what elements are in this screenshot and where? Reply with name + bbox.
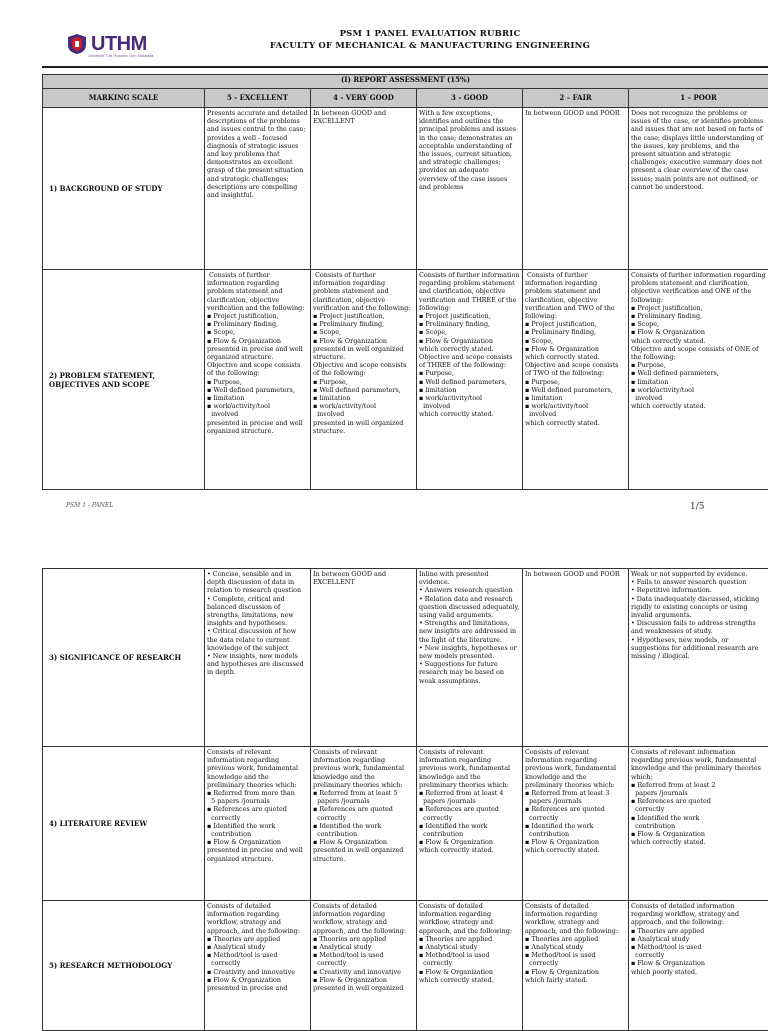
logo-text: UTHM [91,33,147,56]
cell-methodology-poor: Consists of detailed information regarding workflow, strategy and approach, and the following: ▪ Theories are applied ▪ Analytical study ▪ Method/tool is used correctly ▪ Flow & Organization which poorly stated. [629,901,768,1031]
cell-literature-fair: Consists of relevant information regarding previous work, fundamental knowledge and the preliminary theories which: ▪ Referred from at least 3 papers /journals ▪ References are quoted correctly ▪ Identified the work contribution ▪ Flow & Organization which correctly stated. [523,747,629,901]
page-number: 1/5 [690,502,704,512]
cell-significance-excellent: • Concise, sensible and in depth discussion of data in relation to research question • Complete, critical and balanced discussion of strengths, limitations, new insights and hypotheses. • Critical discussion of how the data relate to current knowledge of the subject • New insights, new models and hypotheses are discussed in depth. [205,569,311,747]
cell-methodology-fair: Consists of detailed information regarding workflow, strategy and approach, and the following: ▪ Theories are applied ▪ Analytical study ▪ Method/tool is used correctly ▪ Flow & Organization which fairly stated. [523,901,629,1031]
cell-background-good: With a few exceptions, identifies and outlines the principal problems and issues in the case; demonstrates an acceptable understanding of the issues, current situation, and strategic challenges; provides an adequate overview of the case issues and problems [417,108,523,270]
criterion-literature-review: 4) LITERATURE REVIEW [43,747,205,901]
criterion-background: 1) BACKGROUND OF STUDY [43,108,205,270]
uthm-crest-icon [66,33,88,55]
cell-methodology-good: Consists of detailed information regarding workflow, strategy and approach, and the following: ▪ Theories are applied ▪ Analytical study ▪ Method/tool is used correctly ▪ Flow & Organization which correctly stated. [417,901,523,1031]
col-poor: 1 – POOR [629,89,768,108]
rubric-table-page-2 [42,568,768,1031]
cell-methodology-excellent: Consists of detailed information regarding workflow, strategy and approach, and the following: ▪ Theories are applied ▪ Analytical study ▪ Method/tool is used correctly ▪ Creativity and innovative ▪ Flow & Organization presented in precise and [205,901,311,1031]
title-line-1: PSM 1 PANEL EVALUATION RUBRIC [180,28,680,40]
cell-problem-excellent: Consists of further information regarding problem statement and clarification, objective verification and the following: ▪ Project justification, ▪ Preliminary finding, ▪ Scope, ▪ Flow & Organization presented in precise and well organized structure. Objective and scope consists of the following: ▪ Purpose, ▪ Well defined parameters, ▪ limitation ▪ work/activity/tool involved presented in precise and well organized structure. [205,270,311,490]
cell-background-poor: Does not recognize the problems or issues of the case, or identifies problems and issues that are not based on facts of the case; displays little understanding of the issues, key problems, and the present situation and strategic challenges; executive summary does not present a clear overview of the case issues; main points are not outlined, or cannot be understood. [629,108,768,270]
footer-label: PSM 1 - PANEL [66,502,113,509]
criterion-significance: 3) SIGNIFICANCE OF RESEARCH [43,569,205,747]
table-row [43,901,768,1031]
cell-problem-very-good: Consists of further information regarding problem statement and clarification, objective verification and the following: ▪ Project justification, ▪ Preliminary finding, ▪ Scope, ▪ Flow & Organization presented in well organized structure. Objective and scope consists of the following: ▪ Purpose, ▪ Well defined parameters, ▪ limitation ▪ work/activity/tool involved presented in well organized structure. [311,270,417,490]
col-marking-scale: MARKING SCALE [43,89,205,108]
cell-significance-fair: In between GOOD and POOR [523,569,629,747]
cell-literature-good: Consists of relevant information regarding previous work, fundamental knowledge and the preliminary theories which: ▪ Referred from at least 4 papers /journals ▪ References are quoted correctly ▪ Identified the work contribution ▪ Flow & Organization which correctly stated. [417,747,523,901]
table-row [43,569,768,747]
cell-background-excellent: Presents accurate and detailed descriptions of the problems and issues central to the case; provides a well - focused diagnosis of strategic issues and key problems that demonstrates an excellent grasp of the present situation and strategic challenges; descriptions are compelling and insightful. [205,108,311,270]
logo-subtitle: Universiti Tun Hussein Onn Malaysia [88,53,153,58]
page-header [0,0,768,70]
document-title [180,28,680,52]
cell-problem-fair: Consists of further information regarding problem statement and clarification, objective verification and TWO of the following: ▪ Project justification, ▪ Preliminary finding, ▪ Scope, ▪ Flow & Organization which correctly stated. Objective and scope consists of TWO of the following: ▪ Purpose, ▪ Well defined parameters, ▪ limitation ▪ work/activity/tool involved which correctly stated. [523,270,629,490]
title-line-2: FACULTY OF MECHANICAL & MANUFACTURING ENGINEERING [180,40,680,52]
cell-literature-very-good: Consists of relevant information regarding previous work, fundamental knowledge and the preliminary theories which: ▪ Referred from at least 5 papers /journals ▪ References are quoted correctly ▪ Identified the work contribution ▪ Flow & Organization presented in well organized structure. [311,747,417,901]
cell-significance-very-good: In between GOOD and EXCELLENT [311,569,417,747]
header-divider [42,66,768,68]
cell-significance-good: Inline with presented evidence. • Answers research question • Relation data and research question discussed adequately, using valid arguments. • Strengths and limitations, new insights are addressed in the light of the literature. • New insights, hypotheses or new models presented. • Suggestions for future research may be based on weak assumptions. [417,569,523,747]
column-header-row [43,89,768,108]
col-good: 3 - GOOD [417,89,523,108]
rubric-table-page-1 [42,74,768,490]
col-excellent: 5 - EXCELLENT [205,89,311,108]
table-row [43,108,768,270]
col-very-good: 4 - VERY GOOD [311,89,417,108]
cell-methodology-very-good: Consists of detailed information regarding workflow, strategy and approach, and the following: ▪ Theories are applied ▪ Analytical study ▪ Method/tool is used correctly ▪ Creativity and innovative ▪ Flow & Organization presented in well organized [311,901,417,1031]
section-title: (I) REPORT ASSESSMENT (15%) [43,75,768,89]
criterion-problem-statement: 2) PROBLEM STATEMENT, OBJECTIVES AND SCOPE [43,270,205,490]
cell-significance-poor: Weak or not supported by evidence. • Fails to answer research question • Repetitive information. • Data inadequately discussed, sticking rigidly to existing concepts or using invalid arguments. • Discussion fails to address strengths and weaknesses of study. • Hypotheses, new models, or suggestions for additional research are missing / illogical. [629,569,768,747]
cell-literature-excellent: Consists of relevant information regarding previous work, fundamental knowledge and the preliminary theories which: ▪ Referred from more than 5 papers /journals ▪ References are quoted correctly ▪ Identified the work contribution ▪ Flow & Organization presented in precise and well organized structure. [205,747,311,901]
cell-background-very-good: In between GOOD and EXCELLENT [311,108,417,270]
cell-background-fair: In between GOOD and POOR [523,108,629,270]
table-row [43,270,768,490]
cell-literature-poor: Consists of relevant information regarding previous work, fundamental knowledge and the preliminary theories which: ▪ Referred from at least 2 papers /journals ▪ References are quoted correctly ▪ Identified the work contribution ▪ Flow & Organization which correctly stated. [629,747,768,901]
criterion-methodology: 5) RESEARCH METHODOLOGY [43,901,205,1031]
cell-problem-good: Consists of further information regarding problem statement and clarification, objective verification and THREE of the following: ▪ Project justification, ▪ Preliminary finding, ▪ Scope, ▪ Flow & Organization which correctly stated. Objective and scope consists of THREE of the following: ▪ Purpose, ▪ Well defined parameters, ▪ limitation ▪ work/activity/tool involved which correctly stated. [417,270,523,490]
cell-problem-poor: Consists of further information regarding problem statement and clarification, objective verification and ONE of the following: ▪ Project justification, ▪ Preliminary finding, ▪ Scope, ▪ Flow & Organization which correctly stated. Objective and scope consists of ONE of the following: ▪ Purpose, ▪ Well defined parameters, ▪ limitation ▪ work/activity/tool involved which correctly stated. [629,270,768,490]
section-header-row [43,75,768,89]
table-row [43,747,768,901]
col-fair: 2 – FAIR [523,89,629,108]
